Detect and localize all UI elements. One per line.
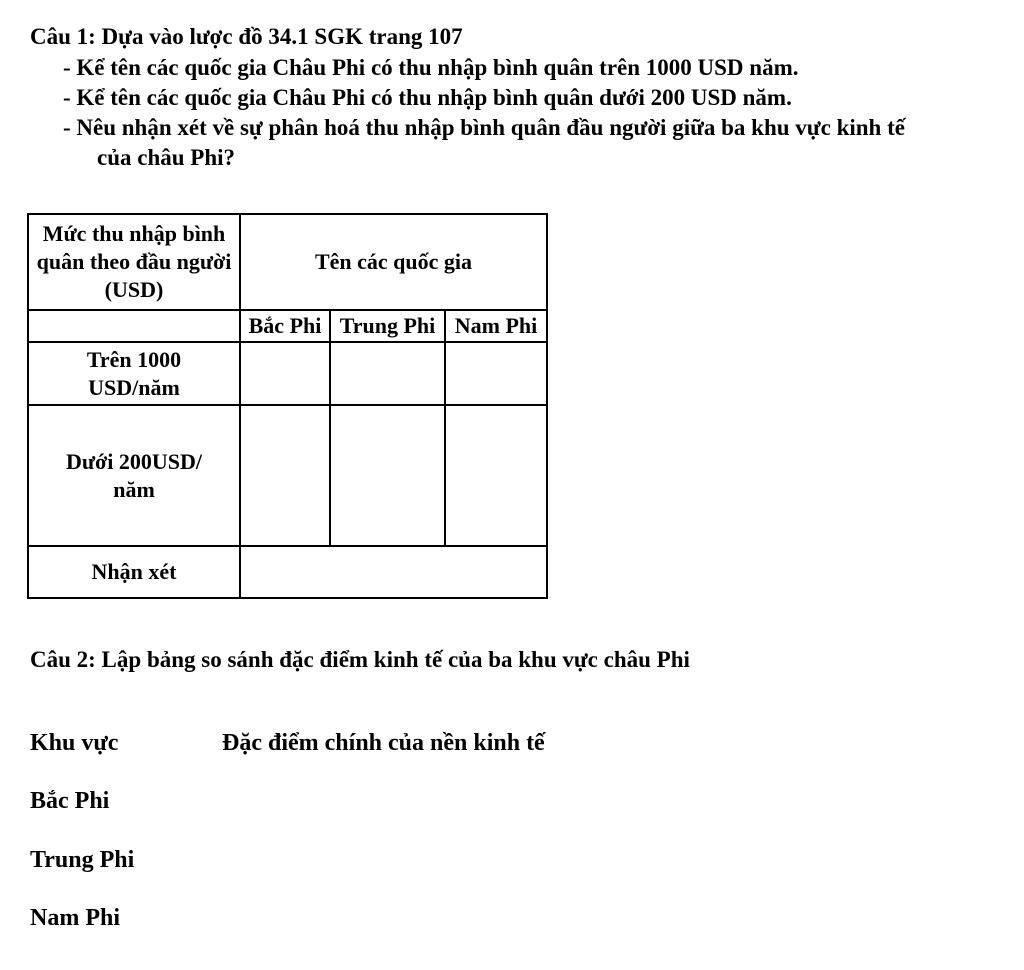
table-header-row xyxy=(28,214,547,310)
question-1-task-list xyxy=(63,53,1013,173)
answer-cell[interactable] xyxy=(240,405,330,546)
question-1-title: Câu 1: Dựa vào lược đồ 34.1 SGK trang 107 xyxy=(30,24,463,49)
features-column-header: Đặc điểm chính của nền kinh tế xyxy=(222,730,545,756)
column-central-africa: Trung Phi xyxy=(330,310,445,342)
answer-cell[interactable] xyxy=(240,546,547,598)
row-label-comment: Nhận xét xyxy=(28,546,240,598)
question-2-title: Câu 2: Lập bảng so sánh đặc điểm kinh tế của ba khu vực châu Phi xyxy=(30,647,690,672)
column-north-africa: Bắc Phi xyxy=(240,310,330,342)
row-label-over-1000: Trên 1000 USD/năm xyxy=(28,342,240,405)
region-north-africa: Bắc Phi xyxy=(30,788,110,814)
answer-cell[interactable] xyxy=(240,342,330,405)
column-south-africa: Nam Phi xyxy=(445,310,547,342)
header-income-level: Mức thu nhập bình quân theo đầu người (USD) xyxy=(28,214,240,310)
header-country-names: Tên các quốc gia xyxy=(240,214,547,310)
task-item-1: - Kể tên các quốc gia Châu Phi có thu nhập bình quân trên 1000 USD năm. xyxy=(63,55,799,80)
answer-cell[interactable] xyxy=(445,405,547,546)
task-item-2: - Kể tên các quốc gia Châu Phi có thu nhập bình quân dưới 200 USD năm. xyxy=(63,85,792,110)
region-south-africa: Nam Phi xyxy=(30,905,120,931)
task-item-3: - Nêu nhận xét về sự phân hoá thu nhập bình quân đầu người giữa ba khu vực kinh tế xyxy=(63,115,905,140)
answer-cell[interactable] xyxy=(330,342,445,405)
table-row xyxy=(28,342,547,405)
region-central-africa: Trung Phi xyxy=(30,847,135,873)
task-item-3-continuation: của châu Phi? xyxy=(97,145,236,170)
answer-cell[interactable] xyxy=(445,342,547,405)
region-column-header: Khu vực xyxy=(30,730,119,756)
empty-cell xyxy=(28,310,240,342)
answer-cell[interactable] xyxy=(330,405,445,546)
row-label-under-200: Dưới 200USD/ năm xyxy=(28,405,240,546)
income-table xyxy=(27,213,548,599)
table-subheader-row xyxy=(28,310,547,342)
table-row xyxy=(28,546,547,598)
table-row xyxy=(28,405,547,546)
